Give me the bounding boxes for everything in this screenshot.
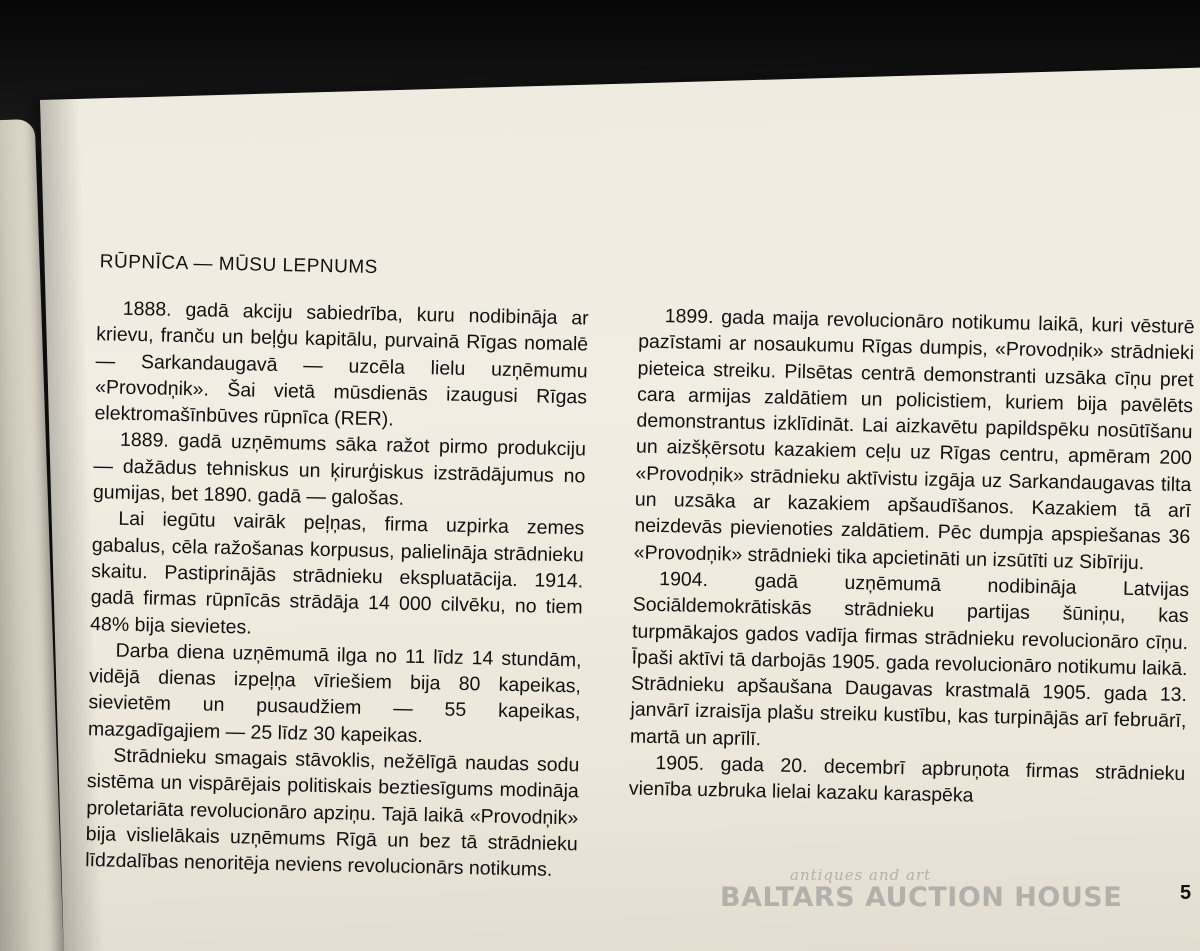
paragraph: Darba diena uzņēmumā ilga no 11 līdz 14 stundām, vidējā dienas izpeļņa vīriešiem bija 80 kapeikas, sievietēm un pusaudžiem — 55 kapeikas, mazgadīgajiem — 25 līdz 30 kapeikas. xyxy=(87,639,582,747)
right-column xyxy=(629,303,1195,814)
watermark-brand: BALTARS AUCTION HOUSE xyxy=(720,882,1123,913)
page-number: 5 xyxy=(1180,882,1192,904)
paragraph: 1905. gada 20. decembrī apbruņota firmas strādnieku vienība uzbruka lielai kazaku karaspēka xyxy=(628,752,1186,808)
paragraph: 1888. gadā akciju sabiedrība, kuru nodibināja ar krievu, franču un beļģu kapitālu, purvainā Rīgas nomalē — Sarkandaugavā — uzcēla lielu uzņēmumu «Provodņik». Šai vietā mūsdienās izaugusi Rīgas elektromašīnbūves rūpnīca (RER). xyxy=(94,297,589,431)
left-column xyxy=(85,295,589,884)
paragraph: Lai iegūtu vairāk peļņas, firma uzpirka zemes gabalus, cēla ražošanas korpusus, palielināja strādnieku skaitu. Pastiprinājās strādnieku ekspluatācija. 1914. gadā firmas rūpnīcās strādāja 14 000 cilvēku, no tiem 48% bija sievietes. xyxy=(89,508,585,639)
paragraph: Strādnieku smagais stāvoklis, nežēlīgā naudas sodu sistēma un vispārējais politiskais beztiesīgums modināja proletariāta revolucionāro apziņu. Tajā laikā «Provodņik» bija vislielākais uzņēmums Rīgā un bez tā strādnieku līdzdalības nenoritēja neviens revolucionārs notikums. xyxy=(84,744,580,882)
paragraph: 1889. gadā uzņēmums sāka ražot pirmo produkciju — dažādus tehniskus un ķirurģiskus izstrādājumus no gumijas, bet 1890. gadā — galošas. xyxy=(92,429,587,510)
watermark-tagline: antiques and art xyxy=(790,866,932,884)
auction-watermark xyxy=(720,860,1123,920)
paragraph: 1904. gadā uzņēmumā nodibināja Latvijas Sociāldemokrātiskās strādnieku partijas šūniņu, kas turpmākajos gados vadīja firmas strādnieku revolucionāro cīņu. Īpaši aktīvi tā darbojās 1905. gada revolucionāro notikumu laikā. Strādnieku apšaušana Daugavas krastmalā 1905. gada 13. janvārī izraisīja plašu streiku kustību, kas turpinājās arī februārī, martā un aprīlī. xyxy=(629,568,1190,750)
paragraph: 1899. gada maija revolucionāro notikumu laikā, kuri vēsturē pazīstami ar nosaukumu Rīgas dumpis, «Provodņik» strādnieki pieteica streiku. Pilsētas centrā demonstranti uzsāka cīņu pret cara armijas zaldātiem un policistiem, kuriem bija pavēlēts demonstrantus izklīdināt. Lai aizkavētu papildspēku nosūtīšanu un aizšķērsotu kazakiem ceļu uz Rīgas centru, apmēram 200 «Provodņik» strādnieku aktīvistu izgāja uz Sarkandaugavas tilta un uzsāka ar kazakiem apšaudīšanos. Kazakiem tā arī neizdevās pievienoties zaldātiem. Pēc dumpja apspiešanas 36 «Provodņik» strādnieki tika apcietināti un izsūtīti uz Sibīriju. xyxy=(633,305,1195,574)
page-content xyxy=(27,250,1200,915)
section-heading: RŪPNĪCA — MŪSU LEPNUMS xyxy=(99,251,379,279)
